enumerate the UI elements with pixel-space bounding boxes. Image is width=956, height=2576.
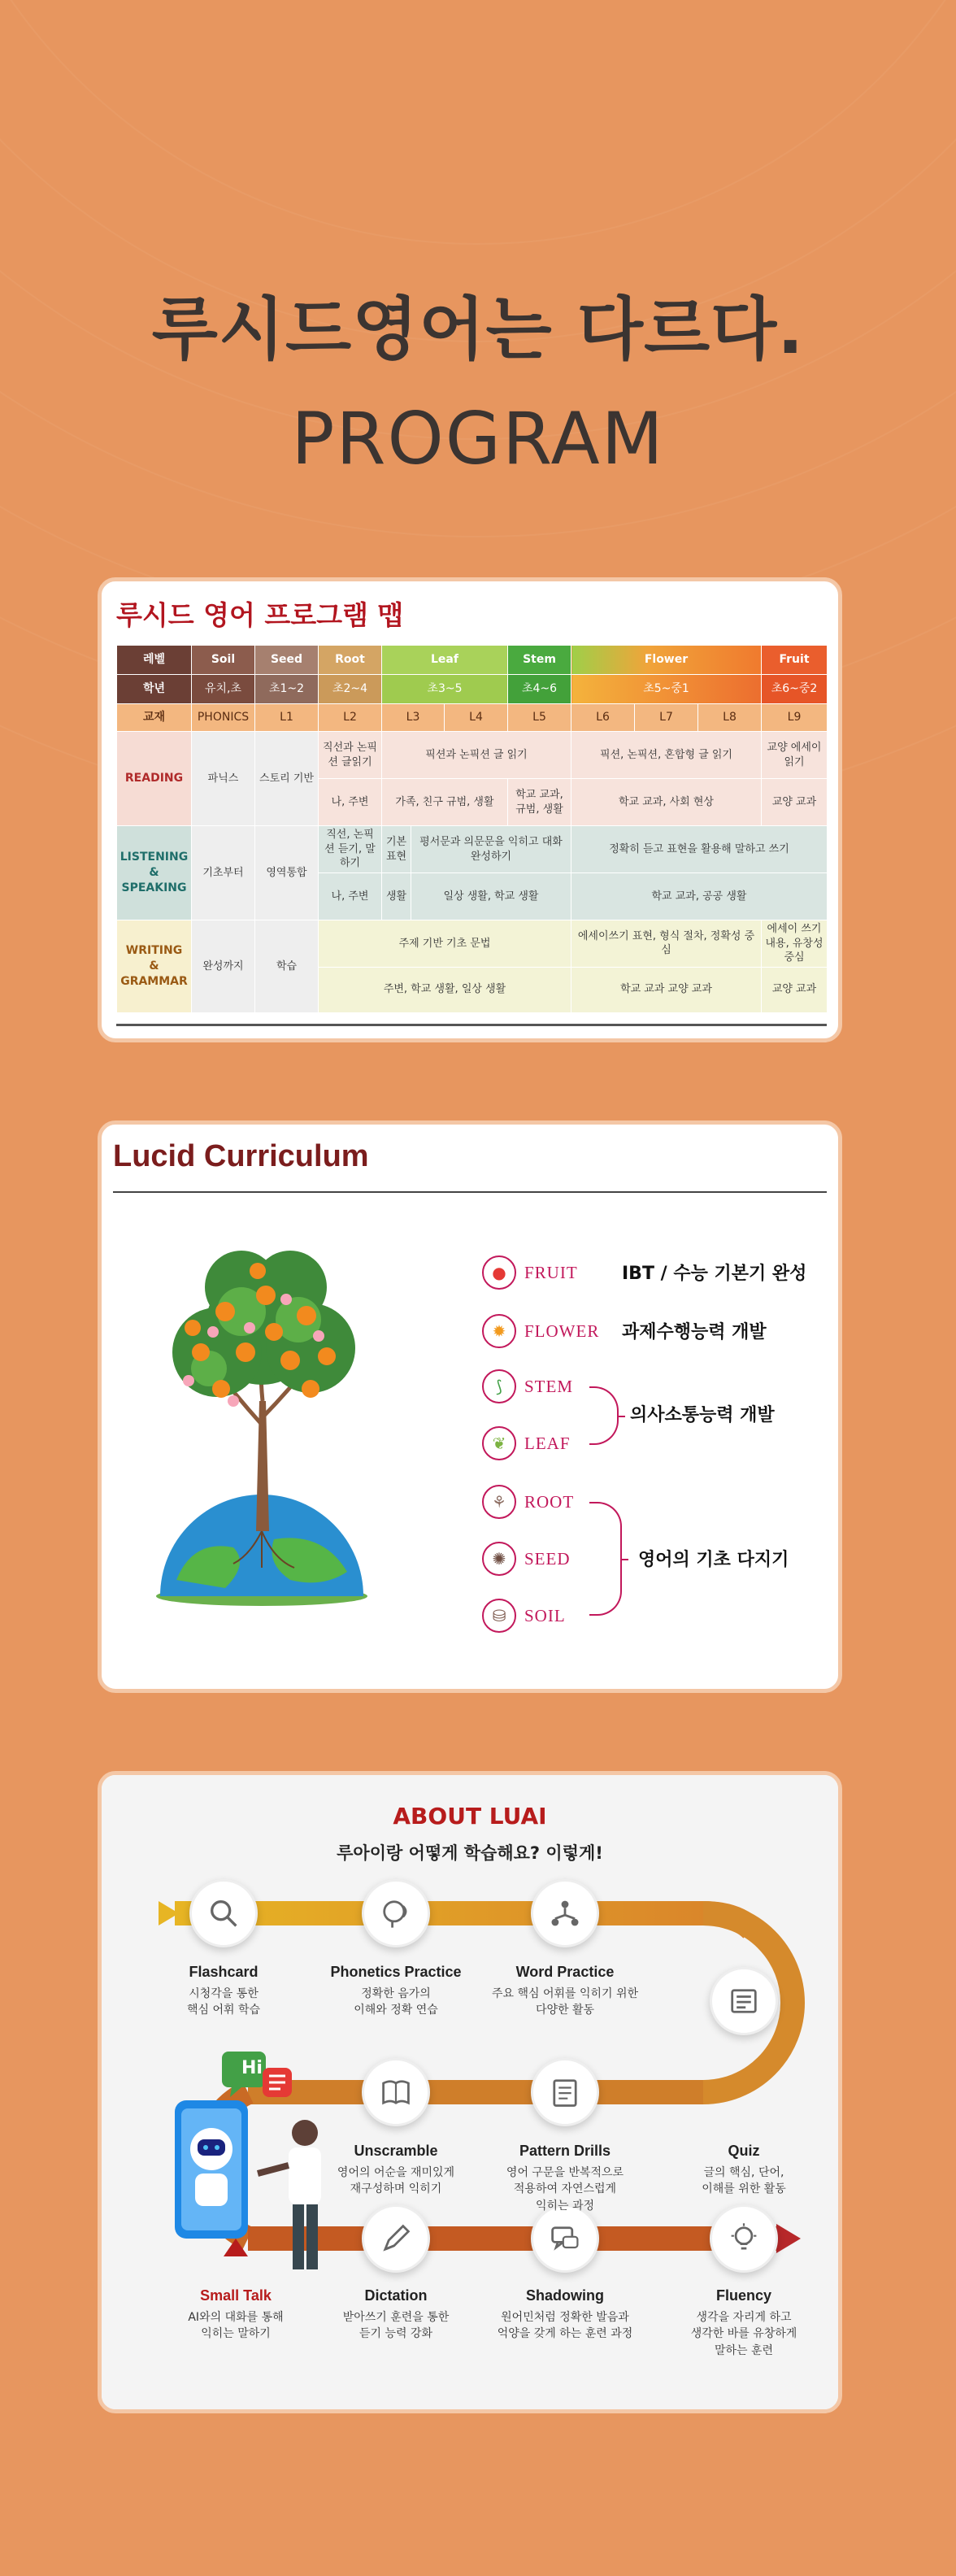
book-l5: L5 [508,704,571,732]
writing-r1-c: 에세이 쓰기 내용, 유창성 중심 [762,920,828,968]
luai-subtitle: 루아이랑 어떻게 학습해요? 이렇게! [337,1843,603,1863]
luai-title: ABOUT LUAI [393,1803,547,1830]
grade-soil: 유치,초 [192,675,255,704]
quiz-icon [710,1967,778,2035]
book-row [117,704,828,732]
grade-seed: 초1~2 [255,675,319,704]
reading-r2-b: 가족, 친구 규범, 생활 [382,779,508,826]
book-icon [362,2058,430,2126]
book-l9: L9 [762,704,828,732]
curriculum-title-rule [113,1191,827,1193]
phonetics-head-icon [362,1879,430,1947]
book-l2: L2 [319,704,382,732]
stage-stem: ⟆ STEM [482,1368,573,1404]
book-l7: L7 [635,704,698,732]
listening-r2-b: 생활 [382,873,411,920]
listening-r1-d: 정확히 듣고 표현을 활용해 말하고 쓰기 [571,826,828,873]
stem-icon: ⟆ [482,1369,516,1403]
table-bottom-rule [116,1024,827,1026]
writing-r2-b: 학교 교과 교양 교과 [571,967,762,1012]
level-soil: Soil [192,646,255,675]
writing-row-1 [117,920,828,968]
step-dictation: Dictation 받아쓰기 훈련을 통한 듣기 능력 강화 [342,2287,450,2341]
writing-r2-a: 주변, 학교 생활, 일상 생활 [319,967,571,1012]
level-row [117,646,828,675]
step-word-practice: Word Practice 주요 핵심 어휘를 익히기 위한 다양한 활동 [491,1964,639,2017]
listening-r1-b: 기본 표현 [382,826,411,873]
grade-root: 초2~4 [319,675,382,704]
stem-leaf-bracket [589,1386,619,1445]
writing-r1-b: 에세이쓰기 표현, 형식 절차, 정확성 중심 [571,920,762,968]
leaf-icon: ❦ [482,1426,516,1460]
stage-fruit: ● FRUIT [482,1255,578,1290]
step-small-talk: Small Talk AI와의 대화를 통해 익히는 말하기 [188,2287,284,2341]
document-icon [531,2058,599,2126]
book-l3: L3 [382,704,445,732]
stage-seed: ✺ SEED [482,1541,571,1577]
grade-fruit: 초6~중2 [762,675,828,704]
flower-description: 과제수행능력 개발 [622,1322,767,1342]
flower-icon: ✹ [482,1314,516,1348]
step-quiz: Quiz 글의 핵심, 단어, 이해를 위한 활동 [702,2143,786,2196]
stage-flower: ✹ FLOWER [482,1313,599,1349]
reading-r2-d: 학교 교과, 사회 현상 [571,779,762,826]
listening-r2-d: 학교 교과, 공공 생활 [571,873,828,920]
root-icon: ⚘ [482,1485,516,1519]
reading-soil: 파닉스 [192,732,255,826]
reading-row-1 [117,732,828,779]
book-phonics: PHONICS [192,704,255,732]
program-map-table [116,645,828,1013]
grade-row [117,675,828,704]
listening-label: LISTENING & SPEAKING [117,826,192,920]
step-flashcard: Flashcard 시청각을 통한 핵심 어휘 학습 [186,1964,261,2017]
reading-seed: 스토리 기반 [255,732,319,826]
grade-flower: 초5~중1 [571,675,762,704]
step-pattern-drills: Pattern Drills 영어 구문을 반복적으로 적용하여 자연스럽게 익히는 과정 [506,2143,624,2213]
about-luai-card [98,1771,842,2413]
level-seed: Seed [255,646,319,675]
magnifier-icon [189,1879,258,1947]
stage-leaf: ❦ LEAF [482,1425,571,1461]
writing-label: WRITING & GRAMMAR [117,920,192,1013]
book-l8: L8 [698,704,762,732]
step-fluency: Fluency 생각을 자리게 하고 생각한 바를 유창하게 말하는 훈련 [690,2287,797,2357]
grade-stem: 초4~6 [508,675,571,704]
book-l1: L1 [255,704,319,732]
fruit-description: IBT / 수능 기본기 완성 [622,1264,807,1284]
soil-icon: ⛁ [482,1599,516,1633]
lightbulb-icon [710,2204,778,2273]
stem-leaf-description: 의사소통능력 개발 [630,1405,775,1425]
level-leaf: Leaf [382,646,508,675]
reading-r2-a: 나, 주변 [319,779,382,826]
robot-speech-bubble: Hi [241,2058,263,2078]
program-map-title: 루시드 영어 프로그램 맵 [116,599,404,631]
reading-label: READING [117,732,192,826]
seed-icon: ✺ [482,1542,516,1576]
root-soil-bracket [589,1502,622,1616]
listening-soil: 기초부터 [192,826,255,920]
chat-icon [531,2204,599,2273]
listening-seed: 영역통합 [255,826,319,920]
writing-seed: 학습 [255,920,319,1013]
listening-r1-c: 평서문과 의문문을 익히고 대화 완성하기 [411,826,571,873]
pencil-icon [362,2204,430,2273]
listening-r2-a: 나, 주변 [319,873,382,920]
network-icon [531,1879,599,1947]
stage-root: ⚘ ROOT [482,1484,574,1520]
level-label: 레벨 [117,646,192,675]
writing-r2-c: 교양 교과 [762,967,828,1012]
listening-r1-a: 직선, 논픽션 듣기, 말하기 [319,826,382,873]
level-root: Root [319,646,382,675]
listening-row-1 [117,826,828,873]
reading-r1-b: 픽션과 논픽션 글 읽기 [382,732,571,779]
hero-title: 루시드영어는 다르다. [151,289,805,369]
book-label: 교재 [117,704,192,732]
reading-r1-c: 픽션, 논픽션, 혼합형 글 읽기 [571,732,762,779]
reading-r1-d: 교양 에세이 읽기 [762,732,828,779]
hero-subtitle: PROGRAM [291,397,665,481]
fruit-icon: ● [482,1255,516,1290]
curriculum-card [98,1120,842,1693]
book-l6: L6 [571,704,635,732]
step-unscramble: Unscramble 영어의 어순을 재미있게 재구성하며 익히기 [337,2143,455,2196]
step-shadowing: Shadowing 원어민처럼 정확한 발음과 억양을 갖게 하는 훈련 과정 [497,2287,633,2341]
book-l4: L4 [445,704,508,732]
root-soil-description: 영어의 기초 다지기 [638,1550,789,1570]
program-map-card [98,577,842,1042]
reading-r2-e: 교양 교과 [762,779,828,826]
curriculum-title: Lucid Curriculum [113,1139,369,1173]
level-flower: Flower [571,646,762,675]
stage-soil: ⛁ SOIL [482,1598,566,1634]
writing-soil: 완성까지 [192,920,255,1013]
step-phonetics-practice: Phonetics Practice 정확한 음가의 이해와 정확 연습 [330,1964,462,2017]
level-fruit: Fruit [762,646,828,675]
reading-r1-a: 직선과 논픽션 글읽기 [319,732,382,779]
reading-r2-c: 학교 교과, 규범, 생활 [508,779,571,826]
tree-illustration [144,1238,380,1629]
listening-r2-c: 일상 생활, 학교 생활 [411,873,571,920]
writing-r1-a: 주제 기반 기초 문법 [319,920,571,968]
grade-leaf: 초3~5 [382,675,508,704]
grade-label: 학년 [117,675,192,704]
level-stem: Stem [508,646,571,675]
